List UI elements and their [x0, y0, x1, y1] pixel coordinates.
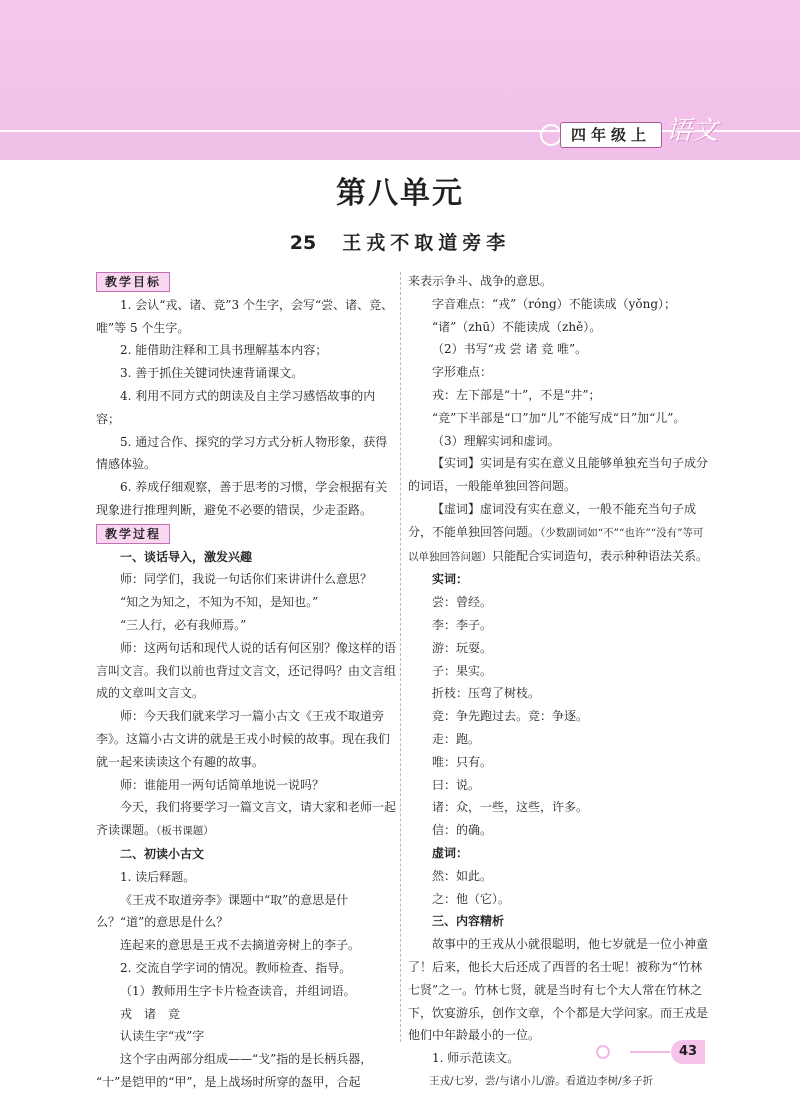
paragraph: 2. 交流自学字词的情况。教师检查、指导。: [120, 960, 352, 975]
paragraph: “十”是铠甲的“甲”，是上战场时所穿的盔甲，合起: [96, 1074, 361, 1089]
left-column: [96, 270, 396, 1094]
word-gloss: 信：的确。: [432, 823, 493, 838]
paragraph: 师：同学们，我说一句话你们来讲讲什么意思？: [120, 572, 373, 587]
page-decoration-circle: [596, 1045, 610, 1059]
paragraph: 【实词】实词是有实在意义且能够单独充当句子成分的词语，一般能单独回答问题。: [408, 456, 709, 494]
word-gloss: 竞：争先跑过去。竞：争逐。: [432, 709, 589, 724]
goal-item: 4. 利用不同方式的朗读及自主学习感悟故事的内容；: [96, 388, 376, 426]
paragraph: 《王戎不取道旁李》课题中“取”的意思是什么？“道”的意思是什么？: [96, 892, 349, 930]
unit-title: 第八单元: [336, 176, 464, 211]
paragraph: 认读生字“戎”字: [120, 1029, 205, 1044]
page-decoration-line: [630, 1051, 670, 1053]
part1-heading: 一、谈话导入，激发兴趣: [120, 549, 253, 564]
paragraph: “三人行，必有我师焉。”: [120, 617, 247, 632]
word-gloss: 然：如此。: [432, 868, 493, 883]
goal-item: 1. 会认“戎、诸、竞”3 个生字，会写“尝、诸、竞、唯”等 5 个生字。: [96, 297, 394, 335]
paragraph: 连起来的意思是王戎不去摘道旁树上的李子。: [120, 938, 361, 953]
paragraph-text: 【虚词】虚词没有实在意义，一般不能充当句子成分，不能单独回答问题。: [408, 501, 697, 539]
paragraph: 这个字由两部分组成——“戈”指的是长柄兵器，: [120, 1052, 373, 1067]
paragraph: （3）理解实词和虚词。: [432, 433, 560, 448]
goals-heading: 教学目标: [96, 272, 170, 292]
paragraph: 戎 诸 竞: [120, 1006, 181, 1021]
paragraph: 戎：左下部是“十”，不是“井”；: [432, 387, 601, 402]
word-gloss: 走：跑。: [432, 731, 481, 746]
word-gloss: 尝：曾经。: [432, 595, 493, 610]
lesson-name: 王戎不取道旁李: [342, 232, 511, 254]
header-decoration-circle: [540, 124, 562, 146]
word-gloss: 诸：众，一些，这些，许多。: [432, 800, 589, 815]
paragraph-note: （少数副词如“不”“也许”“没有”等可以单独回答问题）: [408, 526, 704, 563]
paragraph: 故事中的王戎从小就很聪明，他七岁就是一位小神童了！后来，他长大后还成了西晋的名士呢！被称为“竹林七贤”之一。竹林七贤，就是当时有七个大人常在竹林之下，饮宴游乐，创作文章，个个都是大学问家。而王戎是他们中年龄最小的一位。: [408, 937, 709, 1043]
goal-item: 2. 能借助注释和工具书理解基本内容；: [120, 343, 328, 358]
paragraph: “知之为知之，不知为不知，是知也。”: [120, 595, 319, 610]
paragraph: [96, 796, 396, 843]
word-gloss: 之：他（它）。: [432, 891, 511, 906]
paragraph: “诸”（zhū）不能读成（zhě）。: [432, 319, 602, 334]
board-note: （板书课题）: [156, 825, 214, 838]
word-gloss: 曰：说。: [432, 777, 481, 792]
word-gloss: 唯：只有。: [432, 754, 493, 769]
part3-heading: 三、内容精析: [432, 914, 505, 929]
paragraph: 字音难点：“戎”（róng）不能读成（yǒng）；: [432, 296, 677, 311]
paragraph: 1. 师示范读文。: [432, 1051, 520, 1066]
paragraph: 来表示争斗、战争的意思。: [408, 274, 553, 288]
subject-label: 语文: [666, 116, 719, 146]
shici-heading: 实词：: [432, 572, 469, 587]
column-divider: [400, 272, 401, 1042]
paragraph: 师：谁能用一两句话简单地说一说吗？: [120, 777, 325, 792]
lesson-number: 25: [289, 232, 317, 254]
paragraph: 师：这两句话和现代人说的话有何区别？像这样的语言叫文言。我们以前也背过文言文，还记得吗？由文言组成的文章叫文言文。: [96, 640, 397, 701]
goal-item: 5. 通过合作、探究的学习方式分析人物形象，获得情感体验。: [96, 434, 388, 472]
reading-pause-text: 王戎/七岁，尝/与诸小儿/游。看道边李树/多子折: [429, 1074, 654, 1087]
lesson-title: [0, 228, 800, 255]
word-gloss: 游：玩耍。: [432, 640, 493, 655]
paragraph-text: 只能配合实词造句，表示种种语法关系。: [492, 548, 709, 563]
goal-item: 6. 养成仔细观察，善于思考的习惯，学会根据有关现象进行推理判断，避免不必要的错误，少走歪路。: [96, 480, 388, 517]
xuci-heading: 虚词：: [432, 845, 469, 860]
goal-item: 3. 善于抓住关键词快速背诵课文。: [120, 366, 304, 381]
grade-label: 四年级上: [560, 122, 662, 148]
paragraph: “竞”下半部是“口”加“儿”不能写成“日”加“儿”。: [432, 410, 686, 425]
paragraph-text: 今天，我们将要学习一篇文言文，请大家和老师一起齐读课题。: [96, 800, 397, 838]
word-gloss: 子：果实。: [432, 663, 493, 678]
paragraph: （1）教师用生字卡片检查读音，并组词语。: [120, 983, 356, 998]
paragraph: 1. 读后释题。: [120, 869, 196, 884]
paragraph: 字形难点：: [432, 365, 493, 380]
paragraph: （2）书写“戎 尝 诸 竞 唯”。: [432, 342, 588, 357]
word-gloss: 折枝：压弯了树枝。: [432, 686, 541, 701]
paragraph: 师：今天我们就来学习一篇小古文《王戎不取道旁李》。这篇小古文讲的就是王戎小时候的故事。现在我们就一起来读读这个有趣的故事。: [96, 709, 391, 769]
part2-heading: 二、初读小古文: [120, 846, 205, 861]
paragraph: [408, 498, 708, 568]
word-gloss: 李：李子。: [432, 617, 493, 632]
right-column: [408, 270, 708, 1093]
process-heading: 教学过程: [96, 524, 170, 544]
page-number: 43: [671, 1040, 705, 1064]
